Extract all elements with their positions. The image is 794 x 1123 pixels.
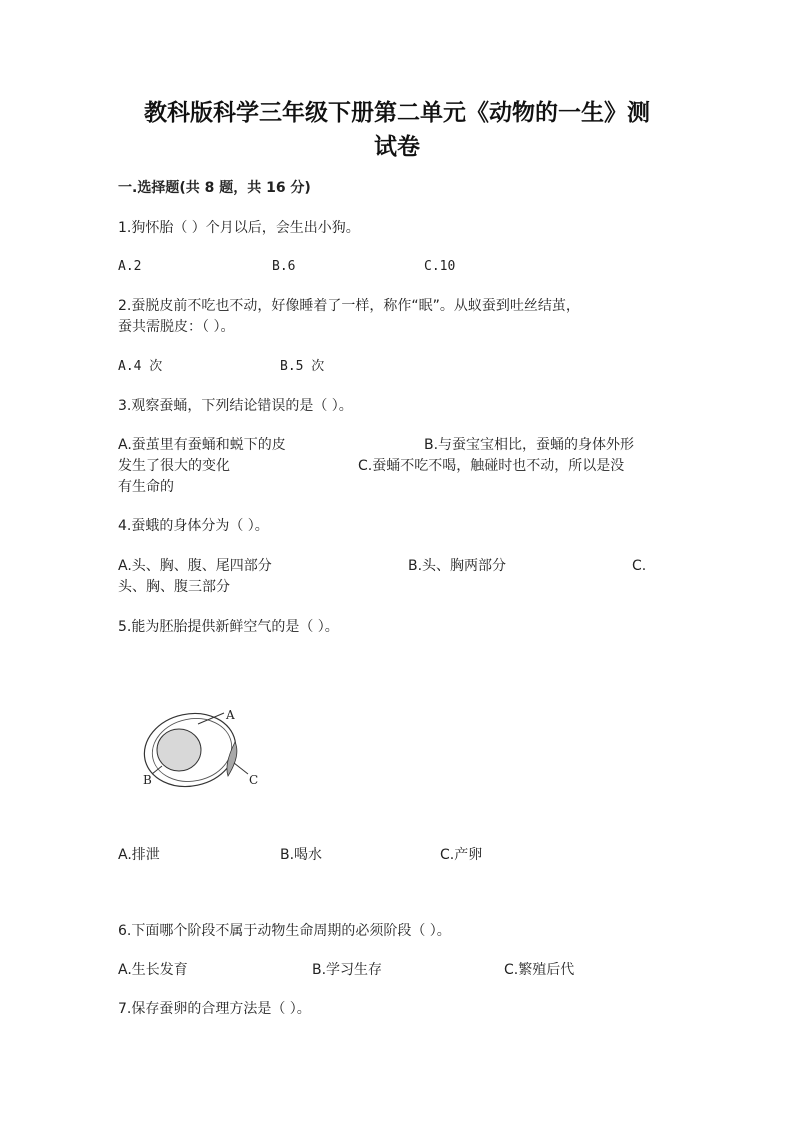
egg-diagram xyxy=(140,700,270,795)
question-5-option-a: A.排泄 xyxy=(118,847,160,863)
exam-title xyxy=(120,96,674,164)
question-2-stem-line-1: 2.蚕脱皮前不吃也不动，好像睡着了一样，称作“眠”。从蚁蚕到吐丝结茧， xyxy=(118,298,580,314)
label-a: A xyxy=(226,708,235,722)
label-b: B xyxy=(143,773,152,787)
question-3-option-b: B.与蚕宝宝相比，蚕蛹的身体外形 xyxy=(424,437,635,453)
question-6-option-a: A.生长发育 xyxy=(118,962,188,978)
question-4-option-c: C. xyxy=(632,558,647,574)
question-1-option-b: B.6 xyxy=(272,259,296,274)
egg-yolk xyxy=(157,729,201,771)
question-2-option-a: A.4 次 xyxy=(118,359,163,374)
leader-line-c xyxy=(234,763,248,774)
question-5-option-b: B.喝水 xyxy=(280,847,323,863)
question-4-option-a: A.头、胸、腹、尾四部分 xyxy=(118,558,272,574)
question-4-option-b: B.头、胸两部分 xyxy=(408,558,507,574)
question-3-option-a: A.蚕茧里有蚕蛹和蜕下的皮 xyxy=(118,437,286,453)
question-3-option-b-cont: 发生了很大的变化 xyxy=(118,458,230,474)
question-5-option-c: C.产卵 xyxy=(440,847,483,863)
question-5-stem: 5.能为胚胎提供新鲜空气的是（ ）。 xyxy=(118,619,339,635)
question-6-stem: 6.下面哪个阶段不属于动物生命周期的必须阶段（ ）。 xyxy=(118,923,451,939)
question-7-stem: 7.保存蚕卵的合理方法是（ ）。 xyxy=(118,1001,311,1017)
question-1-stem: 1.狗怀胎（ ）个月以后，会生出小狗。 xyxy=(118,220,360,236)
question-6-option-b: B.学习生存 xyxy=(312,962,383,978)
question-4-stem: 4.蚕蛾的身体分为（ ）。 xyxy=(118,518,269,534)
question-3-option-c-cont: 有生命的 xyxy=(118,479,174,495)
question-1-option-c: C.10 xyxy=(424,259,456,274)
title-line-2: 试卷 xyxy=(374,133,420,160)
question-4-option-c-cont: 头、胸、腹三部分 xyxy=(118,579,230,595)
question-6-option-c: C.繁殖后代 xyxy=(504,962,575,978)
question-3-option-c: C.蚕蛹不吃不喝，触碰时也不动，所以是没 xyxy=(358,458,625,474)
question-2-stem-line-2: 蚕共需脱皮：（ ）。 xyxy=(118,319,235,335)
question-3-stem: 3.观察蚕蛹，下列结论错误的是（ ）。 xyxy=(118,398,353,414)
section-heading: 一.选择题(共 8 题，共 16 分) xyxy=(118,180,311,196)
label-c: C xyxy=(249,773,259,787)
question-2-option-b: B.5 次 xyxy=(280,359,325,374)
question-1-option-a: A.2 xyxy=(118,259,142,274)
title-line-1: 教科版科学三年级下册第二单元《动物的一生》测 xyxy=(144,99,650,126)
